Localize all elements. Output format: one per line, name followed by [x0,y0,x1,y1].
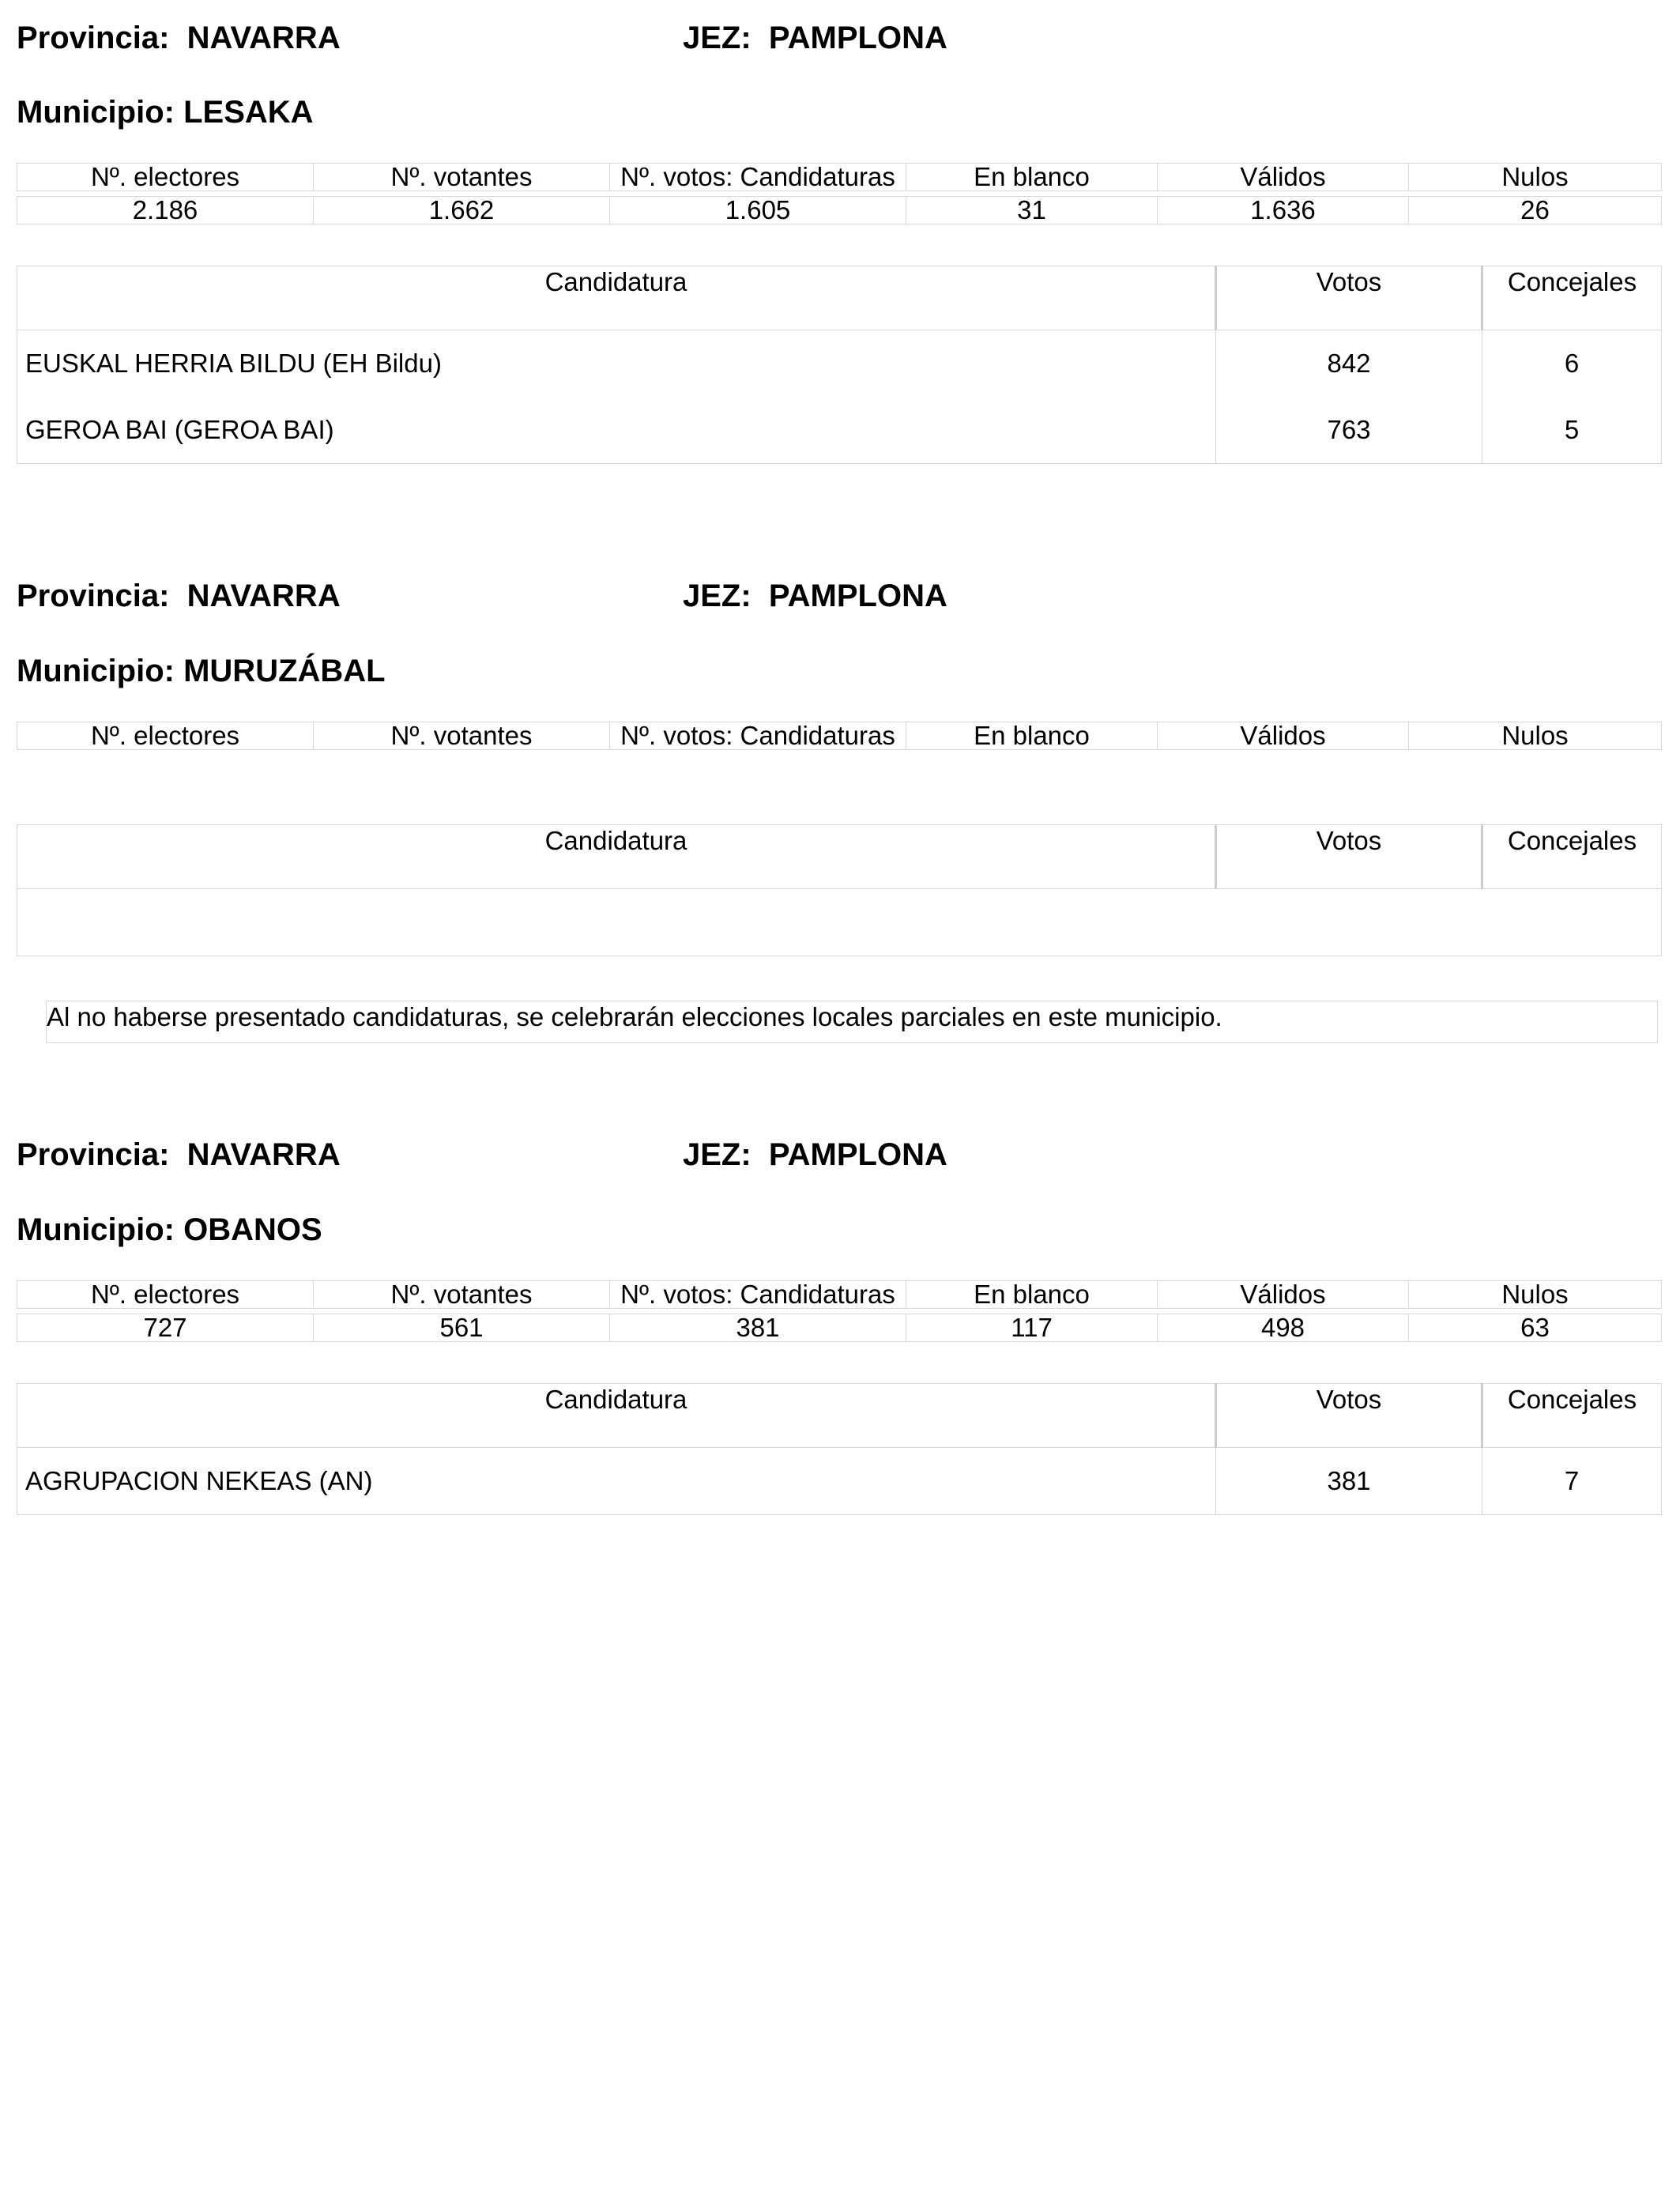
jez-header [683,1136,947,1174]
table-row-empty [17,889,1662,956]
provincia-value: NAVARRA [186,21,341,55]
candidatura-votos: 842 [1216,330,1482,398]
stat-header: Nº. electores [17,164,314,191]
stat-header: Nº. votantes [314,164,610,191]
provincia-value: NAVARRA [186,1137,341,1172]
candidaturas-table [17,824,1662,956]
no-candidates-note: Al no haberse presentado candidaturas, se celebrarán elecciones locales parciales en este municipio. [46,1001,1658,1043]
municipio-header [17,1211,322,1249]
provincia-header [17,577,341,615]
stats-value-row [17,1314,1662,1342]
stat-header: Nº. votos: Candidaturas [610,1281,906,1309]
candidatura-header: Candidatura [17,1384,1216,1448]
stats-header-row [17,1281,1662,1309]
jez-value: PAMPLONA [768,21,947,55]
stat-value: 1.605 [610,197,906,224]
stat-value: 1.636 [1158,197,1409,224]
municipio-header [17,652,386,690]
stat-header: En blanco [906,1281,1158,1309]
provincia-label: Provincia: [17,1137,170,1172]
stats-table [17,163,1662,224]
municipio-label: Municipio: [17,95,175,130]
candidaturas-header-row [17,266,1662,330]
stat-header: Nulos [1409,164,1662,191]
jez-label: JEZ: [683,1137,751,1172]
jez-header [683,577,947,615]
provincia-label: Provincia: [17,21,170,55]
stat-header: Válidos [1158,1281,1409,1309]
municipio-label: Municipio: [17,1212,175,1247]
candidatura-concejales: 5 [1482,397,1662,464]
candidaturas-table [17,1383,1662,1515]
candidatura-name: AGRUPACION NEKEAS (AN) [17,1448,1216,1515]
stat-value: 26 [1409,197,1662,224]
candidatura-votos: 381 [1216,1448,1482,1515]
stat-value: 727 [17,1314,314,1342]
table-row [17,397,1662,464]
candidaturas-table [17,266,1662,464]
jez-label: JEZ: [683,579,751,613]
stat-value: 63 [1409,1314,1662,1342]
concejales-header: Concejales [1482,1384,1662,1448]
stat-header: Válidos [1158,164,1409,191]
concejales-header: Concejales [1482,266,1662,330]
stat-header: Nº. electores [17,722,314,750]
jez-value: PAMPLONA [768,1137,947,1172]
provincia-header [17,1136,341,1174]
stat-value: 381 [610,1314,906,1342]
stat-value: 117 [906,1314,1158,1342]
stat-header: Nulos [1409,1281,1662,1309]
jez-label: JEZ: [683,21,751,55]
stat-value: 2.186 [17,197,314,224]
candidatura-concejales: 7 [1482,1448,1662,1515]
municipio-header [17,93,314,131]
stats-header-row [17,722,1662,750]
stat-header: Nº. votos: Candidaturas [610,722,906,750]
stats-table [17,1280,1662,1342]
votos-header: Votos [1216,825,1482,889]
jez-header [683,19,947,57]
stat-value: 31 [906,197,1158,224]
stats-table [17,722,1662,750]
candidaturas-header-row [17,825,1662,889]
stat-value: 561 [314,1314,610,1342]
stat-header: Nº. electores [17,1281,314,1309]
candidaturas-header-row [17,1384,1662,1448]
stat-header: Nº. votantes [314,722,610,750]
jez-value: PAMPLONA [768,579,947,613]
candidatura-header: Candidatura [17,266,1216,330]
stat-value: 498 [1158,1314,1409,1342]
provincia-header [17,19,341,57]
stat-header: Nulos [1409,722,1662,750]
stat-header: En blanco [906,722,1158,750]
votos-header: Votos [1216,1384,1482,1448]
votos-header: Votos [1216,266,1482,330]
municipio-value: MURUZÁBAL [183,654,386,688]
provincia-label: Provincia: [17,579,170,613]
stat-header: Nº. votos: Candidaturas [610,164,906,191]
candidatura-concejales: 6 [1482,330,1662,398]
candidatura-name: GEROA BAI (GEROA BAI) [17,397,1216,464]
provincia-value: NAVARRA [186,579,341,613]
municipio-value: OBANOS [183,1212,322,1247]
municipio-label: Municipio: [17,654,175,688]
candidatura-name: EUSKAL HERRIA BILDU (EH Bildu) [17,330,1216,398]
municipio-value: LESAKA [183,95,314,130]
stat-header: Nº. votantes [314,1281,610,1309]
candidatura-header: Candidatura [17,825,1216,889]
candidatura-votos: 763 [1216,397,1482,464]
stat-value: 1.662 [314,197,610,224]
stats-header-row [17,164,1662,191]
table-row [17,330,1662,398]
stat-header: En blanco [906,164,1158,191]
concejales-header: Concejales [1482,825,1662,889]
table-row [17,1448,1662,1515]
stat-header: Válidos [1158,722,1409,750]
stats-value-row [17,197,1662,224]
empty-cell [17,889,1662,956]
